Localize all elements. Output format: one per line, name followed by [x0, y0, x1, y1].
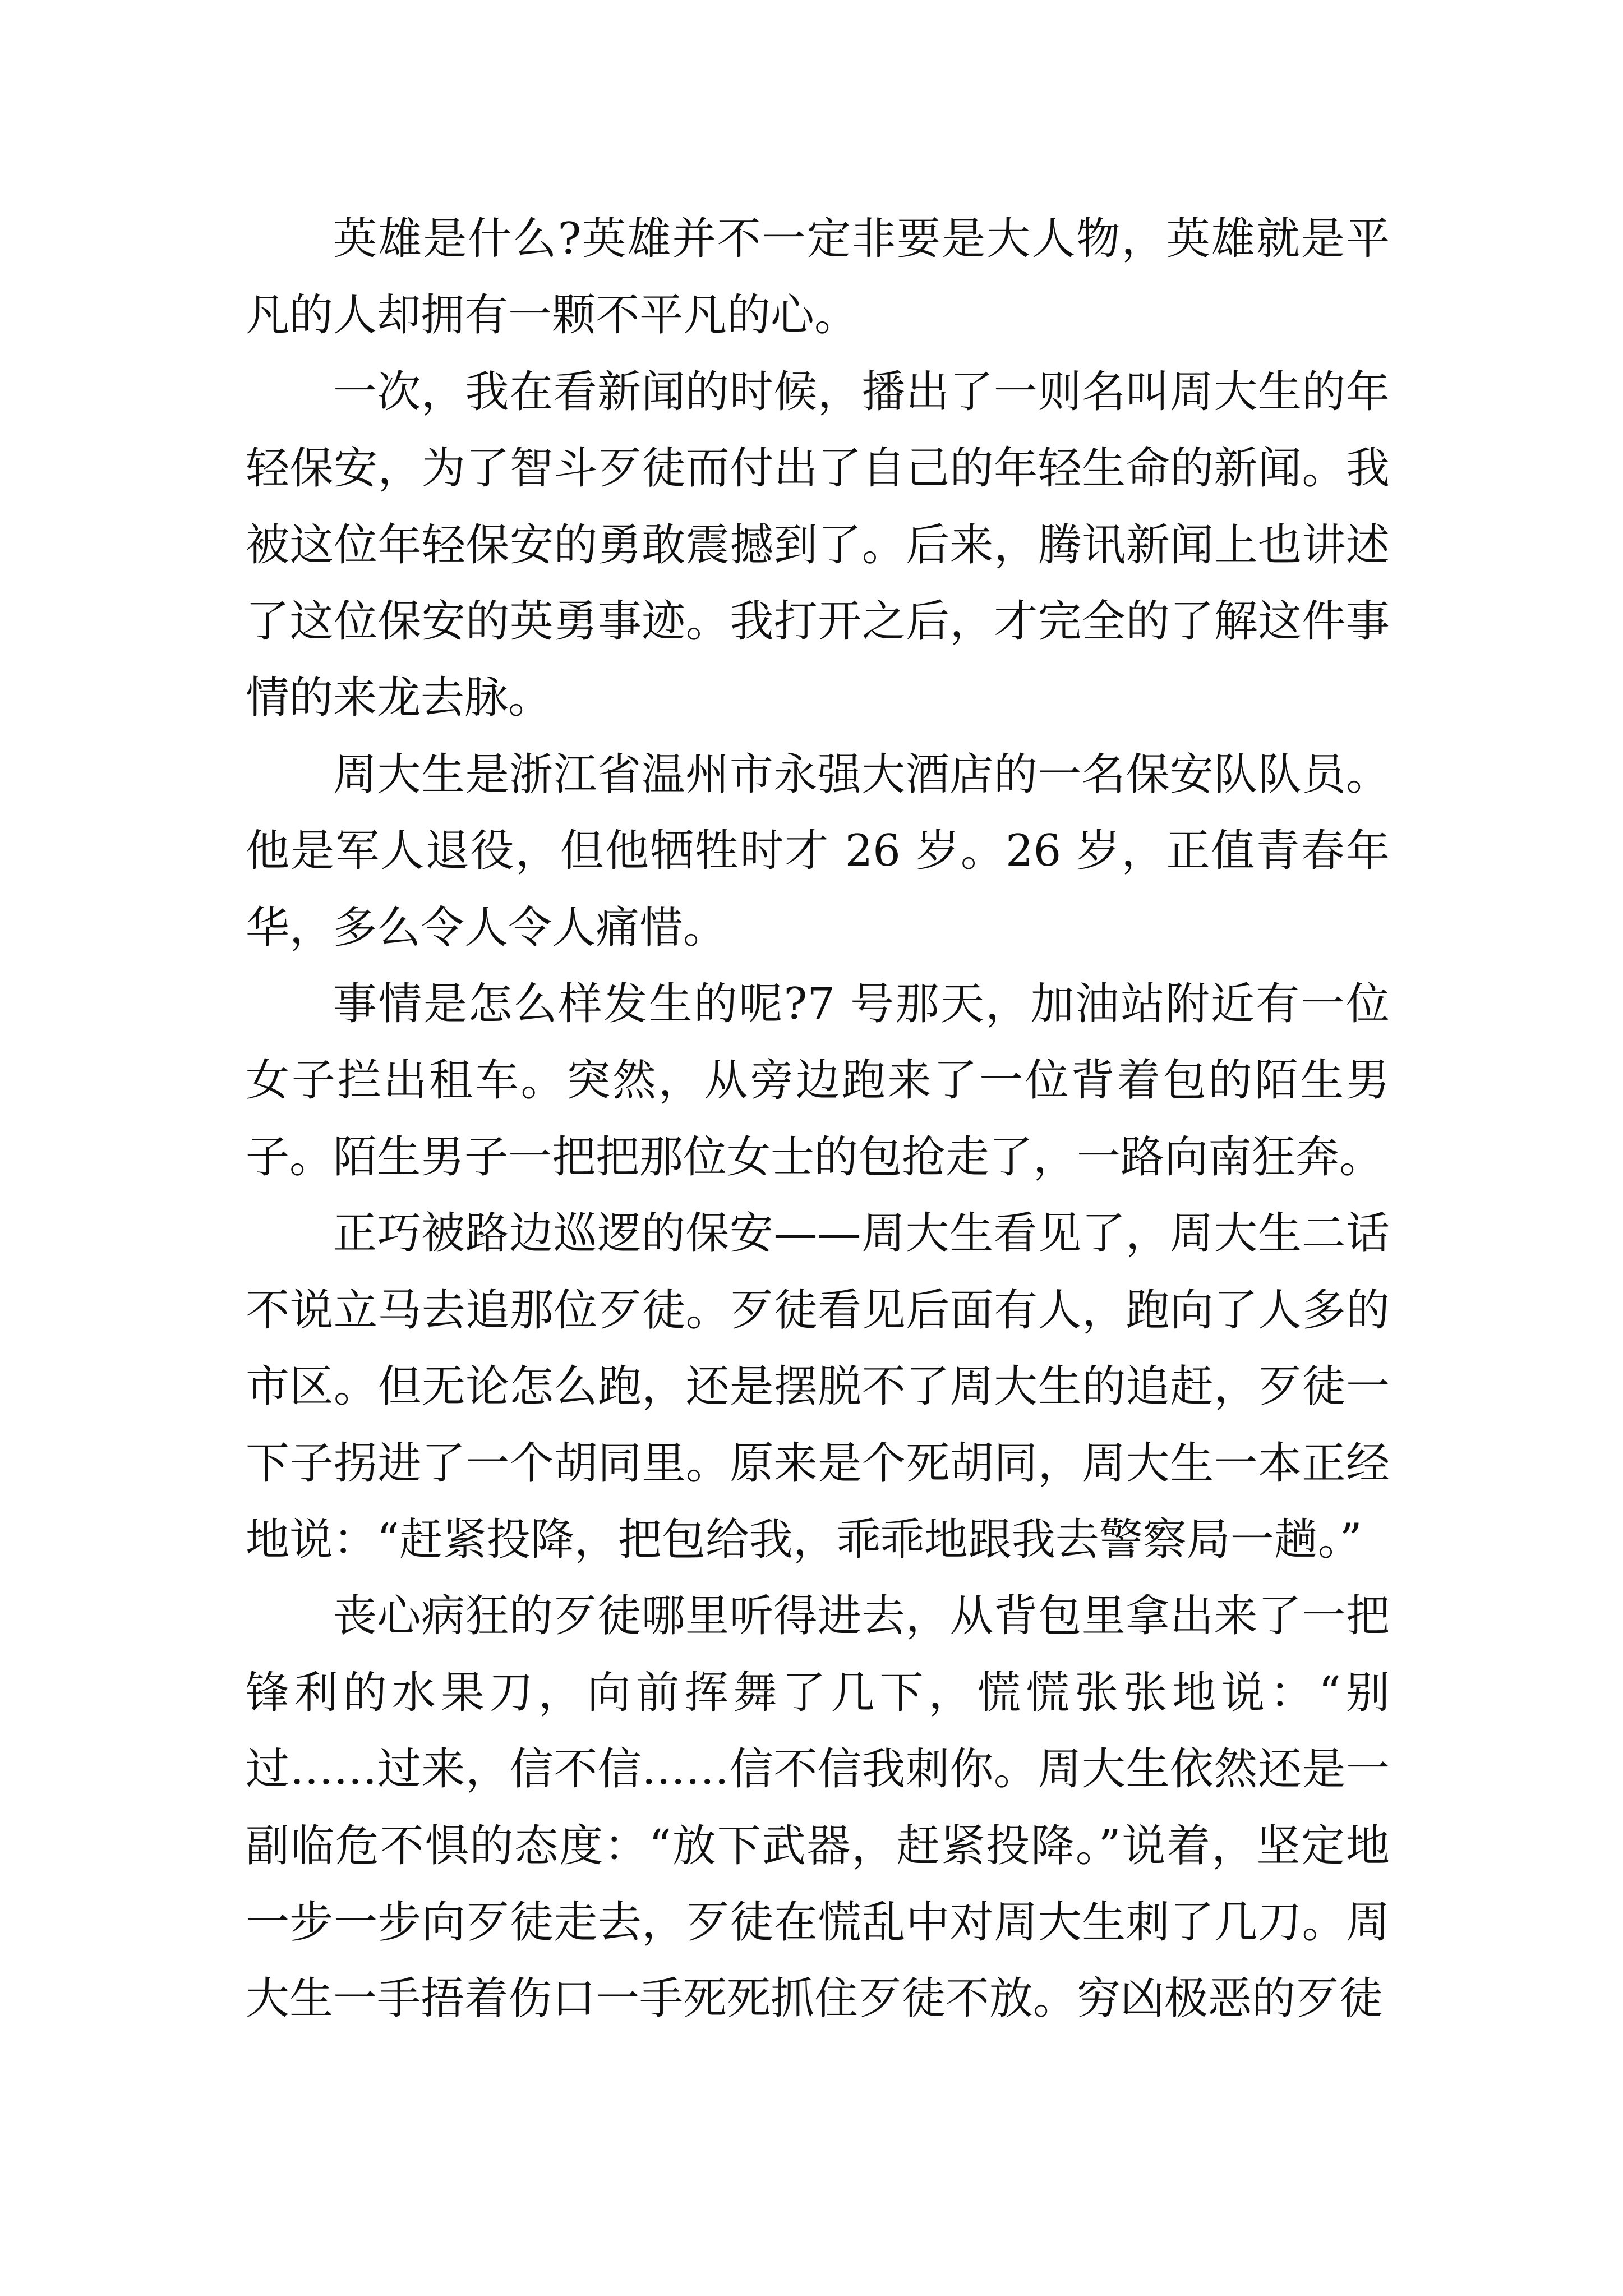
- document-body: [246, 201, 1390, 2037]
- paragraph: 英雄是什么?英雄并不一定非要是大人物，英雄就是平凡的人却拥有一颗不平凡的心。: [246, 214, 1390, 341]
- paragraph: 事情是怎么样发生的呢?7 号那天，加油站附近有一位女子拦出租车。突然，从旁边跑来了一位背着包的陌生男子。陌生男子一把把那位女士的包抢走了，一路向南狂奔。: [246, 979, 1390, 1182]
- paragraph: 一次，我在看新闻的时候，播出了一则名叫周大生的年轻保安，为了智斗歹徒而付出了自己的年轻生命的新闻。我被这位年轻保安的勇敢震撼到了。后来，腾讯新闻上也讲述了这位保安的英勇事迹。我打开之后，才完全的了解这件事情的来龙去脉。: [246, 366, 1390, 724]
- paragraph: 周大生是浙江省温州市永强大酒店的一名保安队队员。他是军人退役，但他牺牲时才 26 岁。26 岁，正值青春年华，多么令人令人痛惜。: [246, 749, 1390, 953]
- paragraph: 正巧被路边巡逻的保安——周大生看见了，周大生二话不说立马去追那位歹徒。歹徒看见后面有人，跑向了人多的市区。但无论怎么跑，还是摆脱不了周大生的追赶，歹徒一下子拐进了一个胡同里。原来是个死胡同，周大生一本正经地说：“赶紧投降，把包给我，乖乖地跟我去警察局一趟。”: [246, 1208, 1390, 1565]
- paragraph: 丧心病狂的歹徒哪里听得进去，从背包里拿出来了一把锋利的水果刀，向前挥舞了几下，慌慌张张地说：“别过……过来，信不信……信不信我刺你。周大生依然还是一副临危不惧的态度：“放下武器，赶紧投降。”说着，坚定地一步一步向歹徒走去，歹徒在慌乱中对周大生刺了几刀。周大生一手捂着伤口一手死死抓住歹徒不放。穷凶极恶的歹徒: [246, 1591, 1390, 2024]
